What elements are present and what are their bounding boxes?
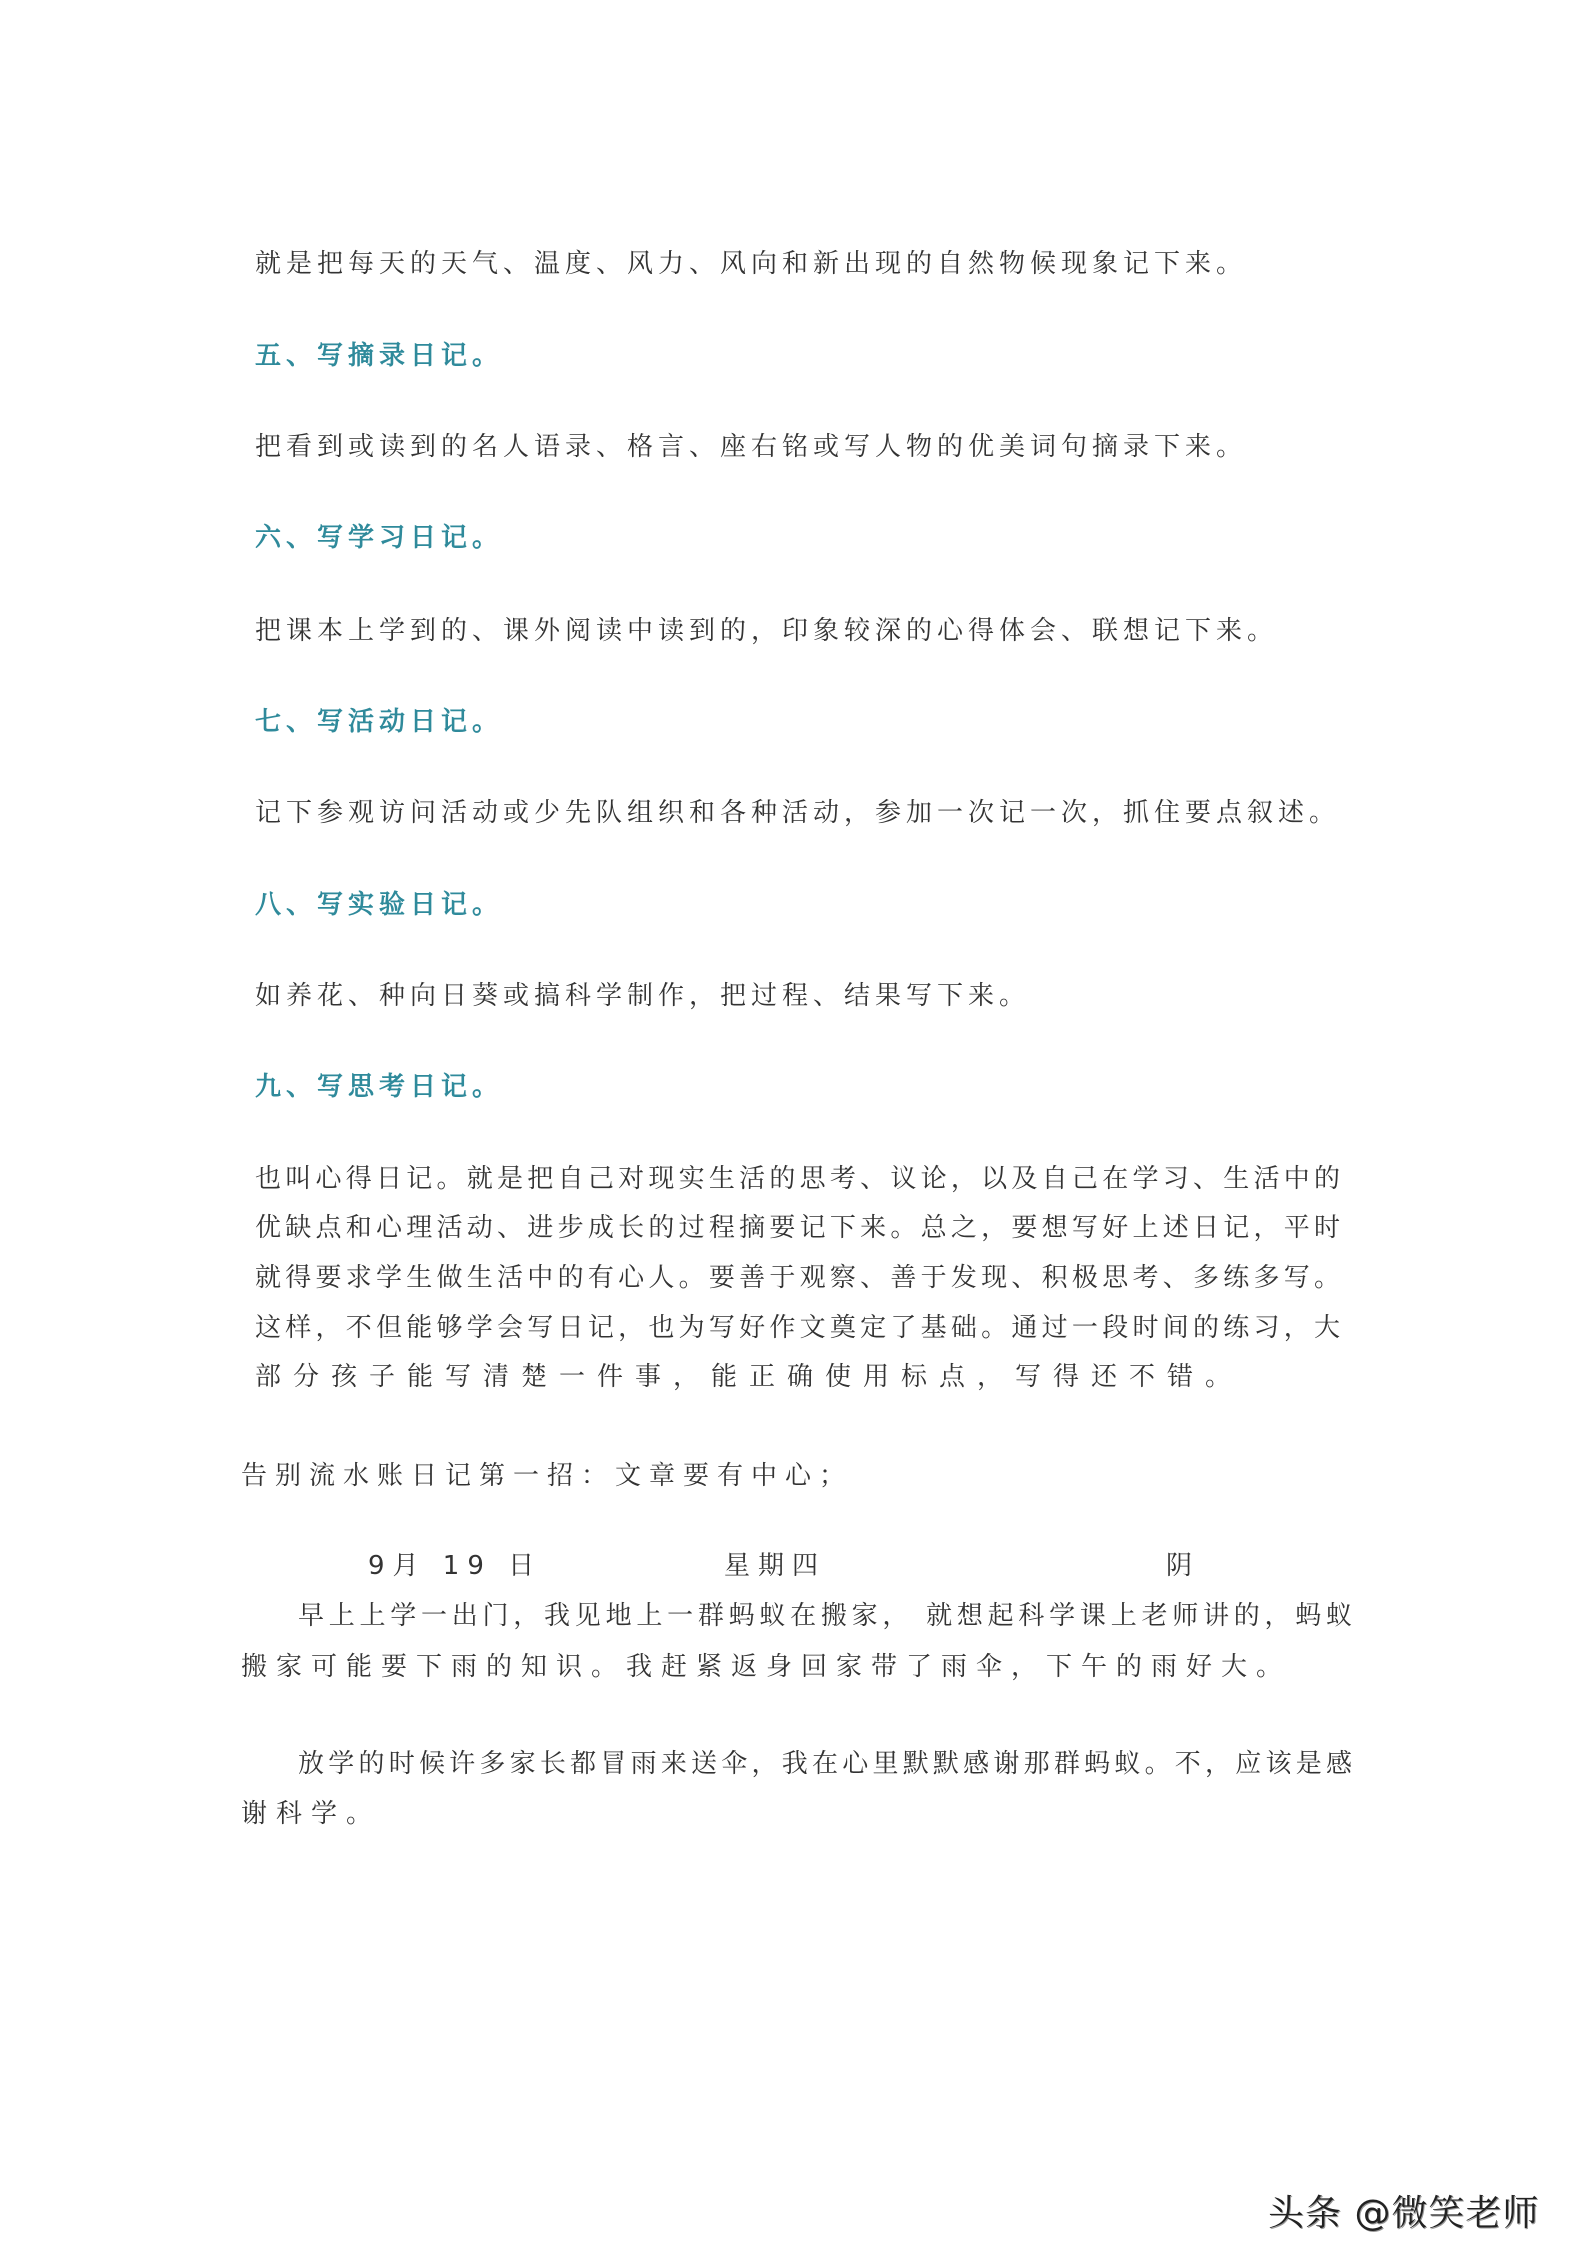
diary-line: 放学的时候许多家长都冒雨来送伞，我在心里默默感谢那群蚂蚁。不，应该是感 (298, 1749, 1352, 1779)
paragraph-experiment-diary: 如养花、种向日葵或搞科学制作，把过程、结果写下来。 (255, 981, 1031, 1011)
summary-line: 就得要求学生做生活中的有心人。要善于观察、善于发现、积极思考、多练多写。 (255, 1263, 1340, 1293)
summary-line: 这样，不但能够学会写日记，也为写好作文奠定了基础。通过一段时间的练习，大 (255, 1313, 1340, 1343)
summary-line: 优缺点和心理活动、进步成长的过程摘要记下来。总之，要想写好上述日记，平时 (255, 1213, 1340, 1243)
diary-line: 早上上学一出门，我见地上一群蚂蚁在搬家， 就想起科学课上老师讲的，蚂蚁 (298, 1601, 1352, 1631)
diary-weather: 阴 (1166, 1551, 1201, 1581)
paragraph-excerpt-diary: 把看到或读到的名人语录、格言、座右铭或写人物的优美词句摘录下来。 (255, 432, 1248, 462)
tip-title: 告别流水账日记第一招：文章要有中心； (241, 1461, 854, 1491)
heading-experiment-diary: 八、写实验日记。 (255, 890, 504, 920)
heading-thinking-diary: 九、写思考日记。 (255, 1072, 504, 1102)
summary-line: 也叫心得日记。就是把自己对现实生活的思考、议论，以及自己在学习、生活中的 (255, 1164, 1340, 1194)
diary-weekday: 星期四 (724, 1551, 827, 1581)
paragraph-study-diary: 把课本上学到的、课外阅读中读到的，印象较深的心得体会、联想记下来。 (255, 616, 1279, 646)
summary-line: 部分孩子能写清楚一件事，能正确使用标点，写得还不错。 (255, 1362, 1244, 1392)
paragraph-activity-diary: 记下参观访问活动或少先队组织和各种活动，参加一次记一次，抓住要点叙述。 (255, 798, 1341, 828)
diary-line: 谢科学。 (241, 1799, 382, 1829)
watermark-logo: 头条 @微笑老师 (1268, 2193, 1540, 2234)
paragraph-weather-diary: 就是把每天的天气、温度、风力、风向和新出现的自然物候现象记下来。 (255, 249, 1248, 279)
heading-excerpt-diary: 五、写摘录日记。 (255, 341, 504, 371)
heading-activity-diary: 七、写活动日记。 (255, 707, 504, 737)
diary-date: 9月 19 日 (368, 1551, 543, 1581)
diary-line: 搬家可能要下雨的知识。我赶紧返身回家带了雨伞，下午的雨好大。 (241, 1652, 1292, 1682)
heading-study-diary: 六、写学习日记。 (255, 523, 504, 553)
